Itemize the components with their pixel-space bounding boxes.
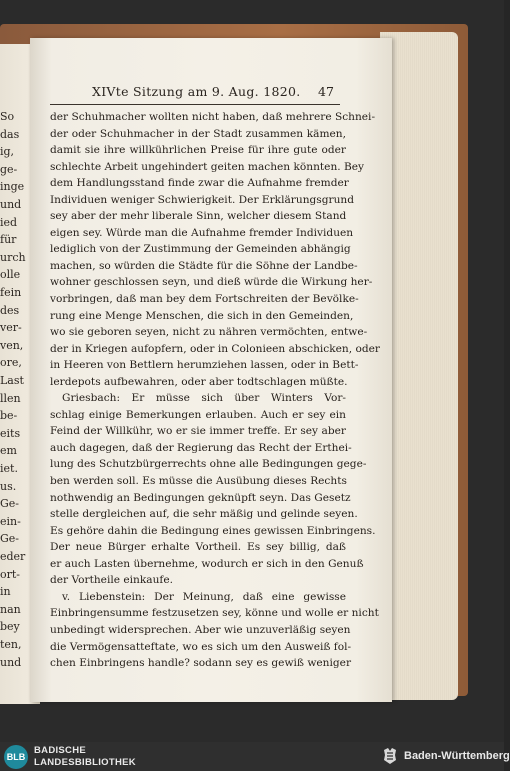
text-line: stelle dergleichen auf, die sehr mäßig und gelinde seyen. [50, 508, 358, 521]
text-line: schlechte Arbeit ungehindert geiten machen könnten. Bey [50, 160, 365, 173]
facing-page-fragment: nan [0, 602, 21, 616]
facing-page-fragment: das [0, 127, 20, 141]
text-line: auch dagegen, daß der Regierung das Recht der Erthei- [50, 441, 352, 454]
text-line: damit sie ihre willkührlichen Preise für ihre gute oder [50, 144, 346, 157]
text-line: der in Kriegen aufopfern, oder in Colonieen abschicken, oder [50, 342, 380, 355]
facing-page-fragment: us. [0, 479, 17, 493]
facing-page-fragment: Ge- [0, 497, 20, 511]
facing-page-fragment: ten, [0, 638, 22, 651]
page-body-text [50, 109, 380, 672]
text-line: der oder Schuhmacher in der Stadt zusammen kämen, [50, 127, 346, 140]
library-name[interactable] [34, 745, 136, 769]
text-line: Der neue Bürger erhalte Vortheil. Es sey billig, daß [50, 541, 346, 554]
facing-page-fragment: ort- [0, 567, 21, 581]
text-line: lediglich von der Zustimmung der Gemeinden abhängig [50, 243, 351, 256]
facing-page-fragment: be- [0, 409, 18, 423]
state-name[interactable]: Baden-Württemberg [404, 750, 510, 762]
text-line: v. Liebenstein: Der Meinung, daß eine gewisse [62, 590, 346, 603]
text-line: lerdepots aufbewahren, oder aber todtschlagen müßte. [50, 375, 348, 388]
text-line: Es gehöre dahin die Bedingung eines gewissen Einbringens. [50, 524, 376, 537]
text-line: lung des Schutzbürgerrechts ohne alle Bedingungen gege- [50, 458, 367, 471]
text-line: der Vortheile einkaufe. [50, 574, 173, 587]
facing-page-fragment: bey [0, 620, 20, 634]
facing-page-fragment: eder [0, 550, 26, 563]
text-line: unbedingt widersprechen. Aber wie unzuverläßig seyen [50, 623, 351, 636]
text-line: die Vermögensatteftate, wo es sich um den Ausweiß fol- [50, 640, 352, 653]
running-head: XIVte Sitzung am 9. Aug. 1820. [92, 84, 301, 99]
facing-page-fragment: des [0, 303, 20, 317]
facing-page-fragment: und [0, 655, 22, 669]
facing-page-fragment: ore, [0, 356, 22, 370]
text-line: chen Einbringens handle? sodann sey es gewiß weniger [50, 657, 352, 670]
text-line: nothwendig an Bedingungen geknüpft seyn. Das Gesetz [50, 491, 351, 504]
baden-wuerttemberg-lions-icon[interactable] [382, 747, 398, 765]
facing-page-fragment: für [0, 233, 17, 247]
facing-page-fragment: ein- [0, 514, 21, 528]
facing-page-fragment: Ge- [0, 532, 20, 546]
text-line: Einbringensumme festzusetzen sey, könne und wolle er nicht [50, 607, 379, 620]
text-line: sey aber der mehr liberale Sinn, welcher diesem Stand [50, 210, 347, 223]
facing-page-fragment: ge- [0, 162, 18, 176]
facing-page-fragment: Last [0, 374, 24, 387]
header-rule [50, 104, 340, 105]
facing-page-fragment: iet. [0, 462, 18, 475]
facing-page-fragment: So [0, 110, 15, 123]
text-line: Feind der Willkühr, wo er sie immer treffe. Er sey aber [50, 425, 346, 438]
facing-page-fragment: olle [0, 268, 21, 282]
facing-page-fragment: em [0, 444, 17, 458]
text-line: Griesbach: Er müsse sich über Winters Vor- [62, 392, 346, 405]
text-line: er auch Lasten übernehme, wodurch er sich in den Genuß [50, 557, 364, 570]
facing-page-fragment: ver- [0, 321, 22, 335]
facing-page-fragment: fein [0, 286, 22, 299]
library-name-line-2: LANDESBIBLIOTHEK [34, 757, 136, 768]
text-line: in Heeren von Bettlern herumziehen lassen, oder in Bett- [50, 359, 359, 372]
text-line: vorbringen, daß man bey dem Fortschreiten der Bevölke- [50, 293, 359, 306]
facing-page-fragment: ig, [0, 145, 15, 159]
viewer-footer [0, 742, 510, 771]
text-line: wo sie geboren seyen, nicht zu nähren vermöchten, entwe- [50, 326, 368, 339]
facing-page-fragment: ied [0, 215, 18, 229]
facing-page-fragment: eits [0, 426, 21, 440]
text-line: ben werden soll. Es müsse die Ausübung dieses Rechts [50, 475, 347, 488]
text-line: rung eine Menge Menschen, die sich in den Gemeinden, [50, 309, 354, 322]
facing-page-fragment: urch [0, 250, 26, 264]
text-line: wohner geschlossen seyn, und dieß würde die Wirkung her- [50, 276, 373, 289]
facing-page-fragment: in [0, 585, 11, 599]
facing-page-fragment: inge [0, 180, 25, 194]
text-line: eigen sey. Würde man die Aufnahme fremder Individuen [50, 226, 354, 239]
page-number: 47 [318, 84, 334, 99]
facing-page-fragment: ven, [0, 338, 24, 352]
library-name-line-1: BADISCHE [34, 745, 87, 756]
facing-page-fragment: und [0, 198, 22, 211]
blb-logo-icon[interactable]: BLB [4, 745, 28, 769]
text-line: Individuen weniger Schwierigkeit. Der Erklärungsgrund [50, 193, 355, 206]
text-line: dem Handlungsstand finde zwar die Aufnahme fremder [50, 177, 349, 190]
facing-page-fragment: llen [0, 391, 21, 405]
text-line: der Schuhmacher wollten nicht haben, daß mehrere Schnei- [50, 111, 376, 123]
text-line: machen, so würden die Städte für die Söhne der Landbe- [50, 259, 358, 272]
text-line: schlag einige Bemerkungen erlauben. Auch er sey ein [50, 408, 346, 421]
